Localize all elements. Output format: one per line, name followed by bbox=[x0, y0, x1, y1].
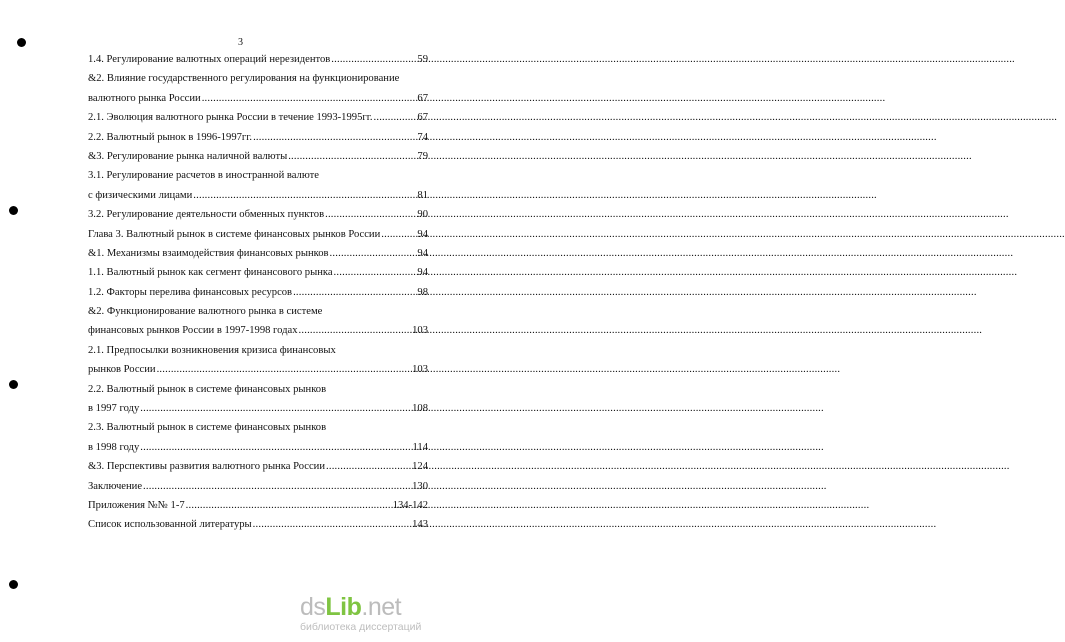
table-of-contents bbox=[88, 50, 428, 535]
toc-entry-page: 90 bbox=[417, 209, 428, 221]
toc-entry-title: 1.1. Валютный рынок как сегмент финансового рынка bbox=[88, 267, 333, 279]
toc-leader-dots bbox=[143, 477, 411, 496]
toc-entry bbox=[88, 128, 428, 147]
toc-entry-title: 1.2. Факторы перелива финансовых ресурсов bbox=[88, 286, 293, 298]
toc-entry bbox=[88, 477, 428, 496]
toc-entry bbox=[88, 302, 428, 321]
toc-leader-dots bbox=[253, 515, 411, 534]
toc-leader-dots bbox=[193, 186, 416, 205]
toc-entry-page: 114 bbox=[412, 441, 428, 453]
toc-entry bbox=[88, 360, 428, 379]
toc-entry-page: 134-142 bbox=[392, 499, 428, 511]
toc-entry-title: &1. Механизмы взаимодействия финансовых рынков bbox=[88, 247, 329, 259]
toc-leader-dots bbox=[253, 128, 416, 147]
dslib-logo: dsLib.net bbox=[300, 593, 402, 621]
toc-leader-dots bbox=[202, 89, 417, 108]
toc-entry bbox=[88, 321, 428, 340]
toc-entry-page: 94 bbox=[417, 267, 428, 279]
toc-entry-page: 74 bbox=[417, 131, 428, 143]
binder-hole-mark bbox=[9, 380, 18, 389]
toc-entry-title: в 1998 году bbox=[88, 441, 140, 453]
toc-entry-page: 67 bbox=[417, 112, 428, 124]
toc-entry-title: &2. Влияние государственного регулирования на функционирование bbox=[88, 73, 400, 85]
toc-entry-title: 2.2. Валютный рынок в системе финансовых рынков bbox=[88, 383, 327, 395]
toc-entry-title: рынков России bbox=[88, 364, 156, 376]
toc-entry bbox=[88, 438, 428, 457]
watermark-subtitle: библиотека диссертаций bbox=[300, 621, 422, 633]
toc-entry bbox=[88, 457, 428, 476]
toc-leader-dots bbox=[325, 205, 416, 224]
toc-entry-title: 1.4. Регулирование валютных операций нерезидентов bbox=[88, 54, 331, 65]
toc-entry-page: 124 bbox=[412, 461, 428, 473]
toc-entry-page: 79 bbox=[417, 150, 428, 162]
toc-leader-dots bbox=[140, 399, 411, 418]
toc-entry bbox=[88, 89, 428, 108]
toc-entry bbox=[88, 166, 428, 185]
toc-leader-dots bbox=[331, 50, 416, 69]
toc-entry-title: 2.1. Эволюция валютного рынка России в течение 1993-1995гг. bbox=[88, 112, 373, 124]
toc-entry bbox=[88, 205, 428, 224]
toc-entry-title: валютного рынка России bbox=[88, 92, 201, 104]
toc-entry bbox=[88, 244, 428, 263]
toc-entry-page: 130 bbox=[412, 480, 428, 492]
toc-entry bbox=[88, 341, 428, 360]
toc-entry-title: Глава 3. Валютный рынок в системе финансовых рынков России bbox=[88, 228, 381, 240]
toc-entry-title: Список использованной литературы bbox=[88, 519, 252, 531]
toc-entry bbox=[88, 147, 428, 166]
toc-entry-page: 94 bbox=[417, 247, 428, 259]
toc-entry-page: 67 bbox=[417, 92, 428, 104]
toc-entry-page: 81 bbox=[417, 189, 428, 201]
toc-entry-title: &3. Перспективы развития валютного рынка России bbox=[88, 461, 325, 473]
toc-leader-dots bbox=[330, 244, 417, 263]
toc-entry-title: 2.2. Валютный рынок в 1996-1997гг. bbox=[88, 131, 253, 143]
toc-leader-dots bbox=[140, 438, 411, 457]
toc-leader-dots bbox=[186, 496, 392, 515]
toc-entry-title: Заключение bbox=[88, 480, 143, 492]
binder-hole-mark bbox=[9, 580, 18, 589]
toc-entry-page: 143 bbox=[412, 519, 428, 531]
toc-leader-dots bbox=[157, 360, 412, 379]
toc-entry bbox=[88, 263, 428, 282]
toc-entry-title: 3.1. Регулирование расчетов в иностранной валюте bbox=[88, 170, 319, 182]
toc-entry-title: 3.2. Регулирование деятельности обменных пунктов bbox=[88, 209, 325, 221]
page-number: 3 bbox=[238, 37, 243, 48]
toc-entry bbox=[88, 399, 428, 418]
toc-entry-page: 108 bbox=[412, 403, 428, 415]
toc-entry-page: 98 bbox=[417, 286, 428, 298]
toc-entry bbox=[88, 515, 428, 534]
toc-entry bbox=[88, 108, 428, 127]
toc-entry bbox=[88, 69, 428, 88]
toc-leader-dots bbox=[288, 147, 416, 166]
toc-entry bbox=[88, 50, 428, 69]
toc-entry-title: в 1997 году bbox=[88, 403, 140, 415]
toc-leader-dots bbox=[293, 283, 416, 302]
toc-entry-page: 59 bbox=[417, 54, 428, 65]
toc-leader-dots bbox=[299, 321, 412, 340]
toc-entry bbox=[88, 496, 428, 515]
toc-entry-title: 2.3. Валютный рынок в системе финансовых рынков bbox=[88, 422, 327, 434]
toc-entry-title: &3. Регулирование рынка наличной валюты bbox=[88, 150, 288, 162]
toc-leader-dots bbox=[326, 457, 411, 476]
toc-entry-title: &2. Функционирование валютного рынка в системе bbox=[88, 306, 323, 318]
toc-entry bbox=[88, 225, 428, 244]
binder-hole-mark bbox=[17, 38, 26, 47]
toc-entry-title: с физическими лицами bbox=[88, 189, 193, 201]
binder-hole-mark bbox=[9, 206, 18, 215]
toc-entry-title: финансовых рынков России в 1997-1998 годах bbox=[88, 325, 298, 337]
toc-entry bbox=[88, 380, 428, 399]
toc-leader-dots bbox=[374, 108, 417, 127]
toc-entry-title: 2.1. Предпосылки возникновения кризиса финансовых bbox=[88, 344, 336, 356]
dslib-watermark[interactable] bbox=[300, 594, 440, 633]
toc-entry-page: 103 bbox=[412, 364, 428, 376]
toc-entry-page: 103 bbox=[412, 325, 428, 337]
toc-entry bbox=[88, 418, 428, 437]
toc-entry-page: 94 bbox=[417, 228, 428, 240]
toc-leader-dots bbox=[334, 263, 417, 282]
toc-leader-dots bbox=[381, 225, 416, 244]
toc-entry bbox=[88, 186, 428, 205]
toc-entry-title: Приложения №№ 1-7 bbox=[88, 499, 185, 511]
toc-entry bbox=[88, 283, 428, 302]
